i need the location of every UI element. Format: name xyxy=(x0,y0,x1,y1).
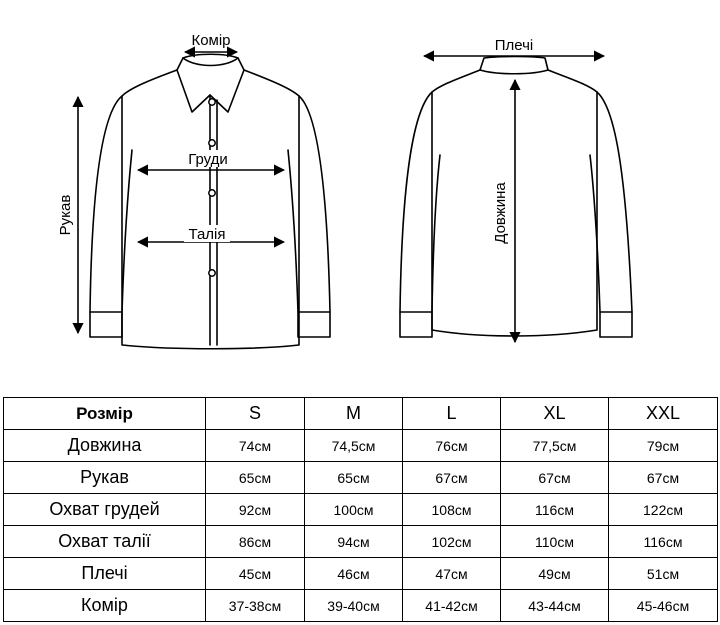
table-cell: 67см xyxy=(501,462,609,494)
table-cell: 102см xyxy=(403,526,501,558)
front-measure-arrows xyxy=(78,52,284,333)
table-row xyxy=(4,558,718,590)
table-cell: 100см xyxy=(305,494,403,526)
table-cell: 108см xyxy=(403,494,501,526)
sleeve-label: Рукав xyxy=(57,194,74,236)
button-icon xyxy=(209,140,215,146)
button-icon xyxy=(209,270,215,276)
table-cell: 49см xyxy=(501,558,609,590)
row-label: Плечі xyxy=(4,558,206,590)
table-row xyxy=(4,494,718,526)
size-header-cell: XL xyxy=(501,398,609,430)
table-cell: 39-40см xyxy=(305,590,403,622)
table-cell: 47см xyxy=(403,558,501,590)
shoulders-label: Плечі xyxy=(494,37,534,54)
waist-label: Талія xyxy=(188,226,226,243)
table-cell: 116см xyxy=(501,494,609,526)
table-cell: 37-38см xyxy=(206,590,305,622)
table-cell: 45см xyxy=(206,558,305,590)
back-shirt xyxy=(400,57,632,338)
table-cell: 65см xyxy=(206,462,305,494)
button-icon xyxy=(209,99,215,105)
size-header-cell: S xyxy=(206,398,305,430)
chest-label: Груди xyxy=(188,151,228,168)
table-cell: 41-42см xyxy=(403,590,501,622)
table-cell: 74,5см xyxy=(305,430,403,462)
table-cell: 43-44см xyxy=(501,590,609,622)
table-cell: 94см xyxy=(305,526,403,558)
table-cell: 122см xyxy=(609,494,718,526)
table-cell: 76см xyxy=(403,430,501,462)
table-cell: 77,5см xyxy=(501,430,609,462)
button-icon xyxy=(209,190,215,196)
row-label: Рукав xyxy=(4,462,206,494)
collar-label: Комір xyxy=(191,32,231,49)
size-header-cell: L xyxy=(403,398,501,430)
table-cell: 79см xyxy=(609,430,718,462)
row-label: Комір xyxy=(4,590,206,622)
table-cell: 92см xyxy=(206,494,305,526)
table-row xyxy=(4,526,718,558)
size-header-cell: M xyxy=(305,398,403,430)
table-row xyxy=(4,430,718,462)
table-cell: 86см xyxy=(206,526,305,558)
table-header-row xyxy=(4,398,718,430)
table-cell: 67см xyxy=(403,462,501,494)
table-cell: 74см xyxy=(206,430,305,462)
table-cell: 51см xyxy=(609,558,718,590)
table-cell: 67см xyxy=(609,462,718,494)
size-table xyxy=(3,397,718,622)
table-cell: 116см xyxy=(609,526,718,558)
table-cell: 65см xyxy=(305,462,403,494)
row-label: Довжина xyxy=(4,430,206,462)
size-header-cell: XXL xyxy=(609,398,718,430)
length-label: Довжина xyxy=(492,182,509,244)
table-cell: 46см xyxy=(305,558,403,590)
back-measure-arrows xyxy=(424,56,604,342)
table-cell: 45-46см xyxy=(609,590,718,622)
table-cell: 110см xyxy=(501,526,609,558)
front-shirt xyxy=(90,54,330,349)
size-header-label: Розмір xyxy=(4,398,206,430)
row-label: Охват грудей xyxy=(4,494,206,526)
row-label: Охват талії xyxy=(4,526,206,558)
table-row xyxy=(4,462,718,494)
table-row xyxy=(4,590,718,622)
